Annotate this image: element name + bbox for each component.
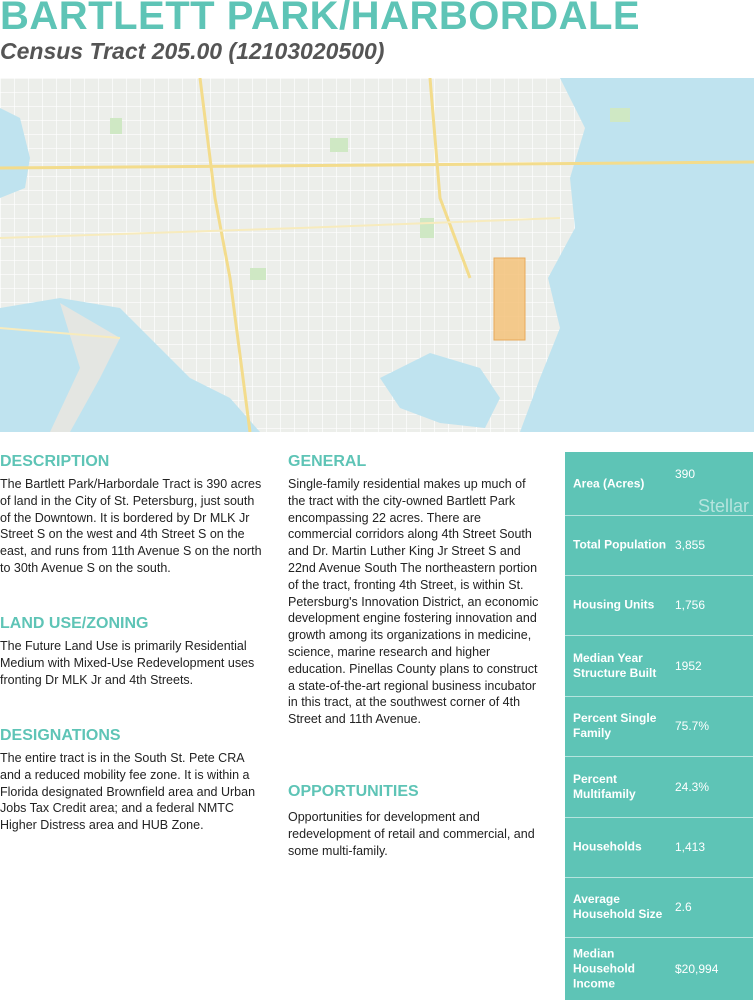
stats-value: 1952 — [675, 658, 702, 673]
stats-label: Percent Multifamily — [573, 771, 636, 801]
stats-label: Median Year Structure Built — [573, 650, 657, 680]
park-area — [420, 218, 434, 238]
opportunities-text: Opportunities for development and redevelopment of retail and commercial, and some multi-family. — [288, 810, 535, 858]
stats-label: Median Household Income — [573, 946, 635, 990]
park-area — [250, 268, 266, 280]
stats-row — [565, 817, 753, 878]
designations-heading: DESIGNATIONS — [0, 727, 121, 744]
stats-label: Area (Acres) — [573, 476, 645, 490]
stats-row — [565, 635, 753, 697]
description-heading: DESCRIPTION — [0, 453, 110, 470]
park-area — [110, 118, 122, 134]
stats-value: $20,994 — [675, 961, 719, 976]
stats-label: Households — [573, 839, 642, 854]
stats-value: 24.3% — [675, 779, 710, 794]
stats-label: Percent Single Family — [573, 711, 657, 740]
designations-section — [0, 727, 262, 834]
stats-value: 2.6 — [675, 900, 692, 914]
land-use-text: The Future Land Use is primarily Residential Medium with Mixed-Use Redevelopment uses fronting Dr MLK Jr and 4th Streets. — [0, 639, 255, 687]
park-area — [610, 108, 630, 122]
tract-stats-table — [565, 452, 753, 1000]
stats-value: 1,756 — [675, 598, 706, 612]
stats-value: 390 — [675, 467, 696, 482]
general-section — [288, 453, 544, 728]
park-area — [330, 138, 348, 152]
stats-row — [565, 515, 753, 576]
stats-value: 3,855 — [675, 538, 706, 552]
description-section — [0, 453, 262, 577]
stats-row — [565, 575, 753, 636]
general-text: Single-family residential makes up much of the tract with the city-owned Bartlett Park encompassing 22 acres. There are commercial corridors along 4th Street South and Dr. Martin Luther King Jr Street S and 22nd Avenue South The northeastern portion of the tract, fronting 4th Street, is within St. Petersburg's Innovation District, an economic development engine fostering innovation and growth among its organizations in medicine, science, marine research and higher education. Pinellas County plans to construct a state-of-the-art regional business incubator in this tract, at the southwest corner of 4th Street and 11th Avenue. — [288, 477, 539, 727]
stats-row — [565, 452, 753, 516]
stats-value: 1,413 — [675, 840, 706, 854]
opportunities-heading: OPPORTUNITIES — [288, 783, 419, 800]
stats-label: Total Population — [573, 537, 667, 552]
stats-row — [565, 756, 753, 818]
stats-row — [565, 937, 753, 1000]
stats-row — [565, 696, 753, 757]
page-title: BARTLETT PARK/HARBORDALE — [0, 0, 641, 38]
watermark: Stellar — [698, 496, 750, 516]
land-use-heading: LAND USE/ZONING — [0, 615, 149, 632]
stats-label: Housing Units — [573, 597, 655, 612]
description-text: The Bartlett Park/Harbordale Tract is 390 acres of land in the City of St. Petersburg, just south of the Downtown. It is bordered by Dr MLK Jr Street S on the west and 4th Street S on the east, and runs from 11th Avenue S on the north to 30th Avenue S on the south. — [0, 477, 262, 575]
stats-value: 75.7% — [675, 719, 710, 733]
page-subtitle: Census Tract 205.00 (12103020500) — [0, 38, 385, 64]
area-map — [0, 78, 754, 432]
general-heading: GENERAL — [288, 453, 367, 470]
stats-row — [565, 877, 753, 938]
land-use-section — [0, 615, 262, 688]
census-tract-highlight — [494, 258, 525, 340]
designations-text: The entire tract is in the South St. Pete CRA and a reduced mobility fee zone. It is within a Florida designated Brownfield area and Urban Jobs Tax Credit area; and a federal NMTC Higher Distress area and HUB Zone. — [0, 751, 256, 833]
stats-label: Average Household Size — [573, 892, 663, 921]
opportunities-section — [288, 783, 544, 859]
